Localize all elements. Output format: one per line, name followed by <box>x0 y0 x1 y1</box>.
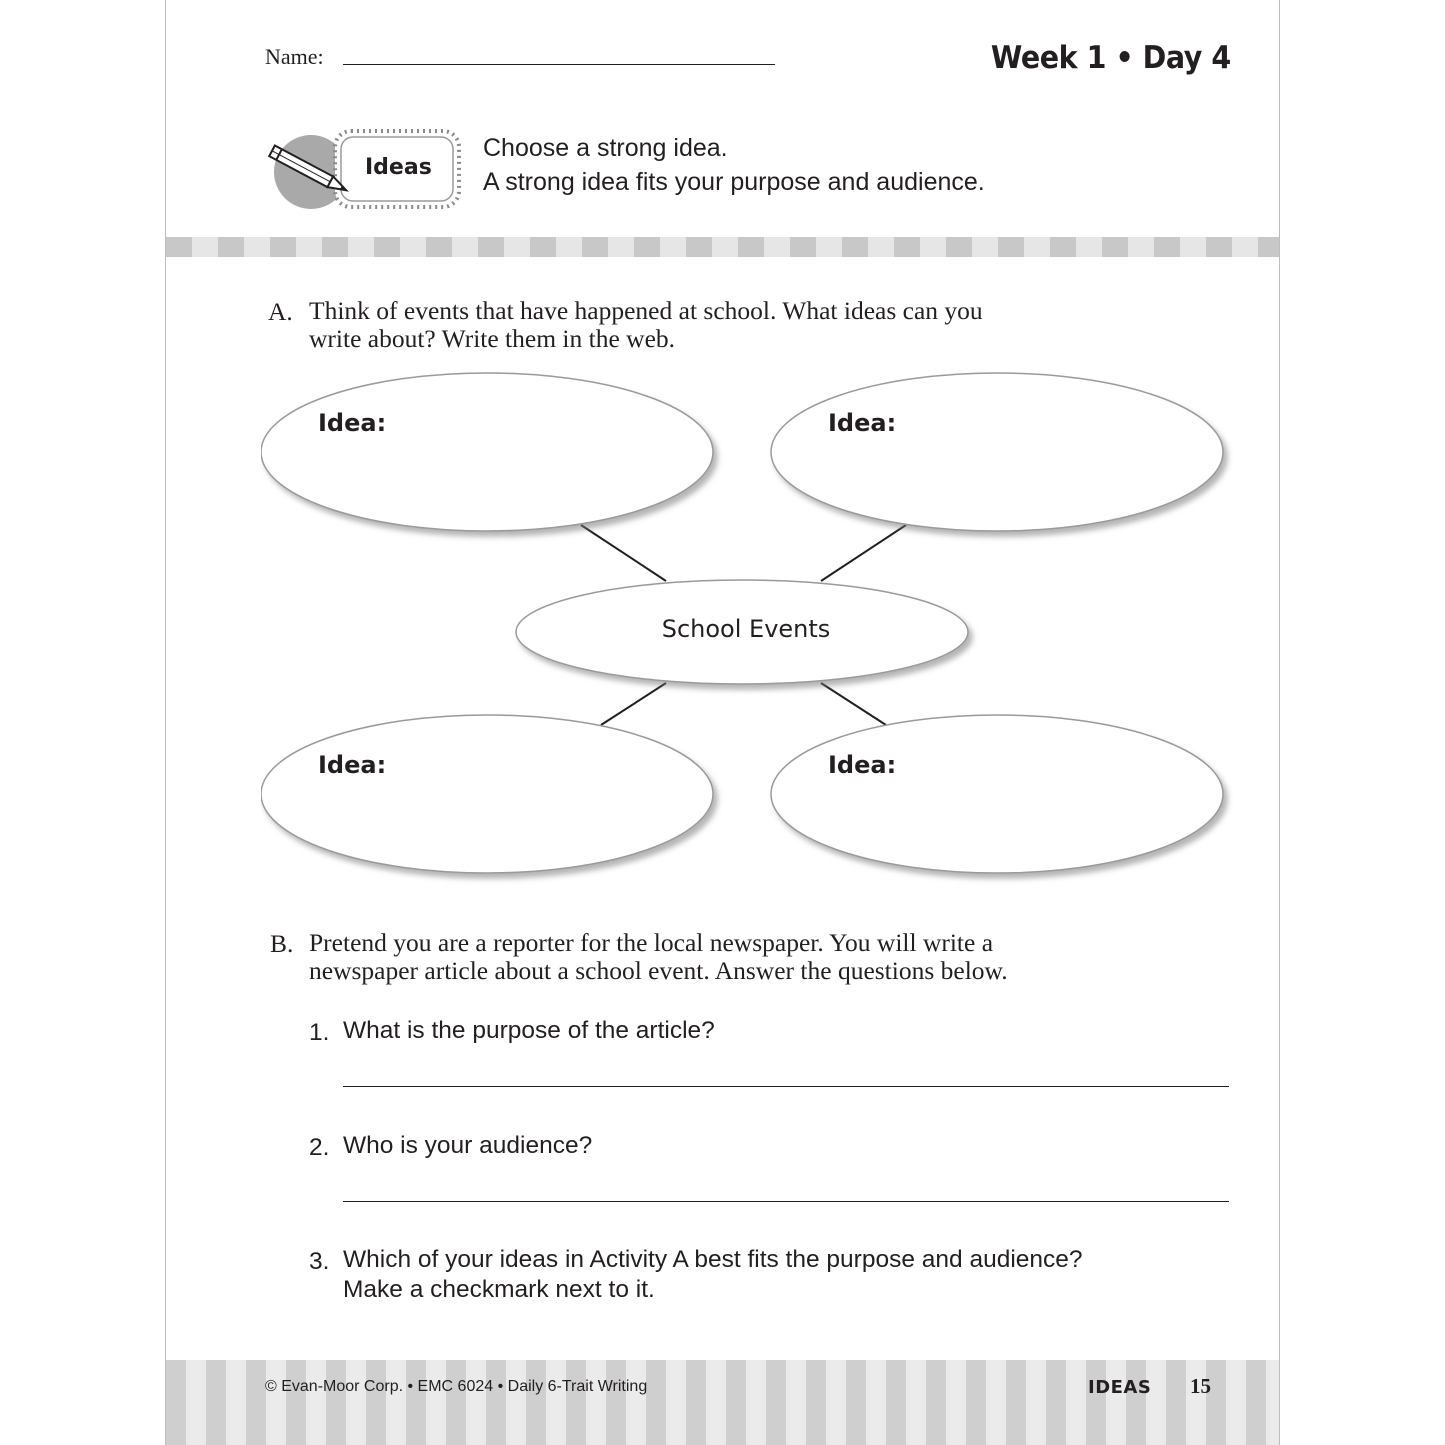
idea-label-top-right: Idea: <box>828 409 897 437</box>
idea-label-bottom-left: Idea: <box>318 751 387 779</box>
center-label: School Events <box>661 615 831 643</box>
footer-trait-label: IDEAS <box>1088 1377 1152 1398</box>
pencil-icon <box>261 125 466 215</box>
idea-web-diagram <box>261 365 1236 885</box>
question-3-number: 3. <box>309 1248 330 1275</box>
name-label: Name: <box>265 44 324 69</box>
page-number: 15 <box>1190 1374 1211 1398</box>
question-1-text: What is the purpose of the article? <box>343 1017 715 1044</box>
question-2-number: 2. <box>309 1134 330 1161</box>
question-3-text-line-1: Which of your ideas in Activity A best fits the purpose and audience? <box>343 1246 1083 1273</box>
question-2-text: Who is your audience? <box>343 1132 593 1159</box>
idea-oval-bottom-right <box>771 715 1223 873</box>
question-1-answer-line[interactable] <box>343 1086 1229 1087</box>
footer-credit: © Evan-Moor Corp. • EMC 6024 • Daily 6-Trait Writing <box>265 1378 648 1395</box>
section-b-line-2: newspaper article about a school event. Answer the questions below. <box>309 956 1008 985</box>
footer-band <box>166 1360 1279 1445</box>
section-a-letter: A. <box>268 297 293 326</box>
question-3-text-line-2: Make a checkmark next to it. <box>343 1276 655 1303</box>
trait-badge <box>261 125 466 215</box>
section-b-line-1: Pretend you are a reporter for the local newspaper. You will write a <box>309 928 994 957</box>
section-a-line-2: write about? Write them in the web. <box>309 324 676 353</box>
question-2-answer-line[interactable] <box>343 1201 1229 1202</box>
name-answer-line[interactable] <box>343 64 775 65</box>
trait-badge-label: Ideas <box>365 155 432 180</box>
idea-label-top-left: Idea: <box>318 409 387 437</box>
section-b-letter: B. <box>270 929 294 958</box>
idea-oval-top-left <box>261 373 713 531</box>
idea-oval-top-right <box>771 373 1223 531</box>
worksheet-page <box>165 0 1280 1445</box>
trait-instruction-1: Choose a strong idea. <box>483 134 728 162</box>
week-day-title: Week 1 • Day 4 <box>991 40 1231 76</box>
header-divider-band <box>166 237 1279 257</box>
idea-oval-bottom-left <box>261 715 713 873</box>
section-a-line-1: Think of events that have happened at school. What ideas can you <box>309 296 983 325</box>
idea-label-bottom-right: Idea: <box>828 751 897 779</box>
question-1-number: 1. <box>309 1019 330 1046</box>
trait-instruction-2: A strong idea fits your purpose and audience. <box>483 168 985 196</box>
